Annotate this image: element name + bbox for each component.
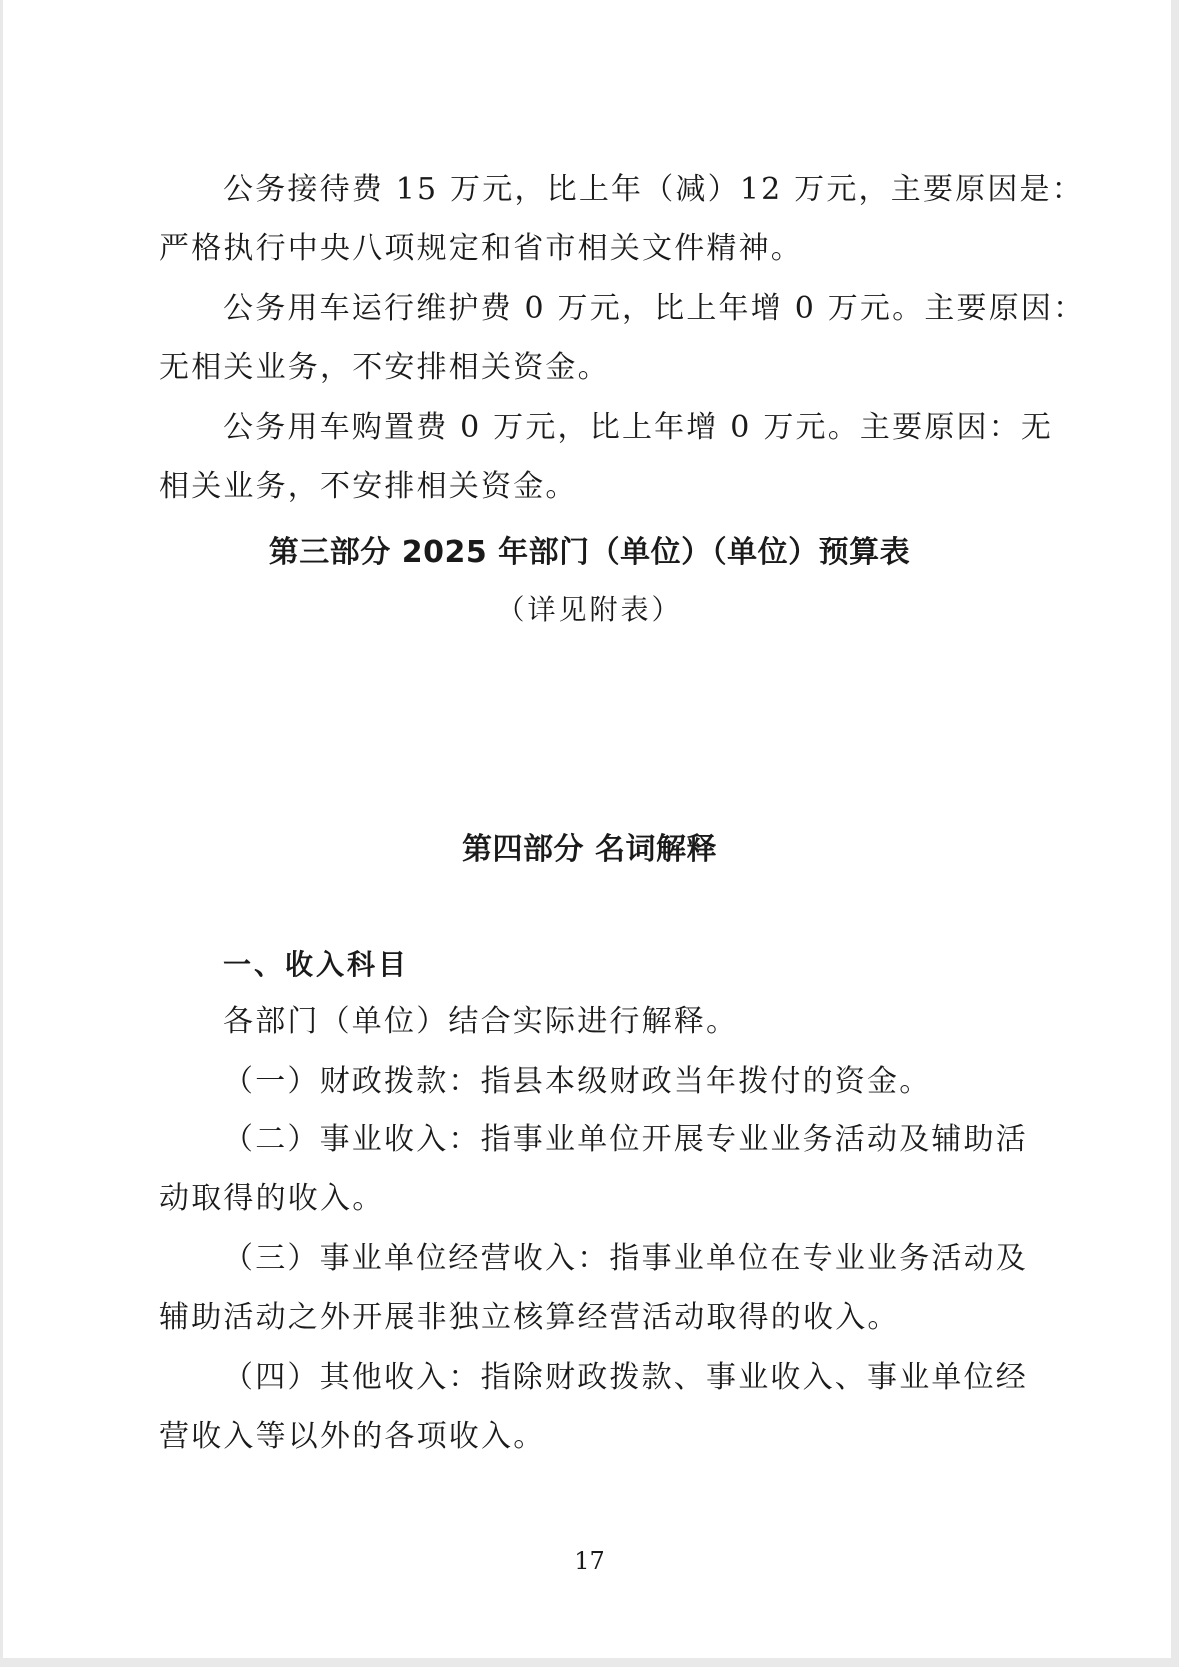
income-item-business — [159, 1110, 1028, 1228]
vehicle-purchase-paragraph — [159, 398, 1054, 516]
paragraph-line: 公务用车购置费 0 万元，比上年增 0 万元。主要原因：无 — [223, 410, 1054, 445]
page-number: 17 — [574, 1547, 605, 1575]
paragraph-line: 动取得的收入。 — [159, 1181, 385, 1216]
paragraph-line: 无相关业务，不安排相关资金。 — [159, 350, 610, 385]
paragraph-line: 公务接待费 15 万元，比上年（减）12 万元，主要原因是： — [223, 172, 1084, 207]
paragraph-line: 各部门（单位）结合实际进行解释。 — [223, 1004, 739, 1039]
income-intro-paragraph — [159, 992, 1021, 1051]
paragraph-line: （一）财政拨款：指县本级财政当年拨付的资金。 — [223, 1064, 932, 1099]
paragraph-line: 营收入等以外的各项收入。 — [159, 1419, 546, 1454]
section-heading-income: 一、收入科目 — [223, 948, 410, 981]
income-item-other — [159, 1348, 1028, 1466]
paragraph-line: （三）事业单位经营收入：指事业单位在专业业务活动及 — [223, 1241, 1028, 1276]
income-item-operating — [159, 1229, 1028, 1347]
paragraph-line: 辅助活动之外开展非独立核算经营活动取得的收入。 — [159, 1300, 900, 1335]
paragraph-line: （二）事业收入：指事业单位开展专业业务活动及辅助活 — [223, 1122, 1028, 1157]
reception-expense-paragraph — [159, 160, 1084, 278]
part3-title: 第三部分 2025 年部门（单位）（单位）预算表 — [268, 535, 911, 570]
part3-note: （详见附表） — [496, 593, 683, 626]
paragraph-line: （四）其他收入：指除财政拨款、事业收入、事业单位经 — [223, 1360, 1028, 1395]
income-item-fiscal — [159, 1052, 1021, 1111]
part4-title: 第四部分 名词解释 — [462, 832, 717, 867]
paragraph-line: 严格执行中央八项规定和省市相关文件精神。 — [159, 231, 803, 266]
paragraph-line: 公务用车运行维护费 0 万元，比上年增 0 万元。主要原因： — [223, 291, 1086, 326]
paragraph-line: 相关业务，不安排相关资金。 — [159, 469, 578, 504]
vehicle-maintenance-paragraph — [159, 279, 1086, 397]
